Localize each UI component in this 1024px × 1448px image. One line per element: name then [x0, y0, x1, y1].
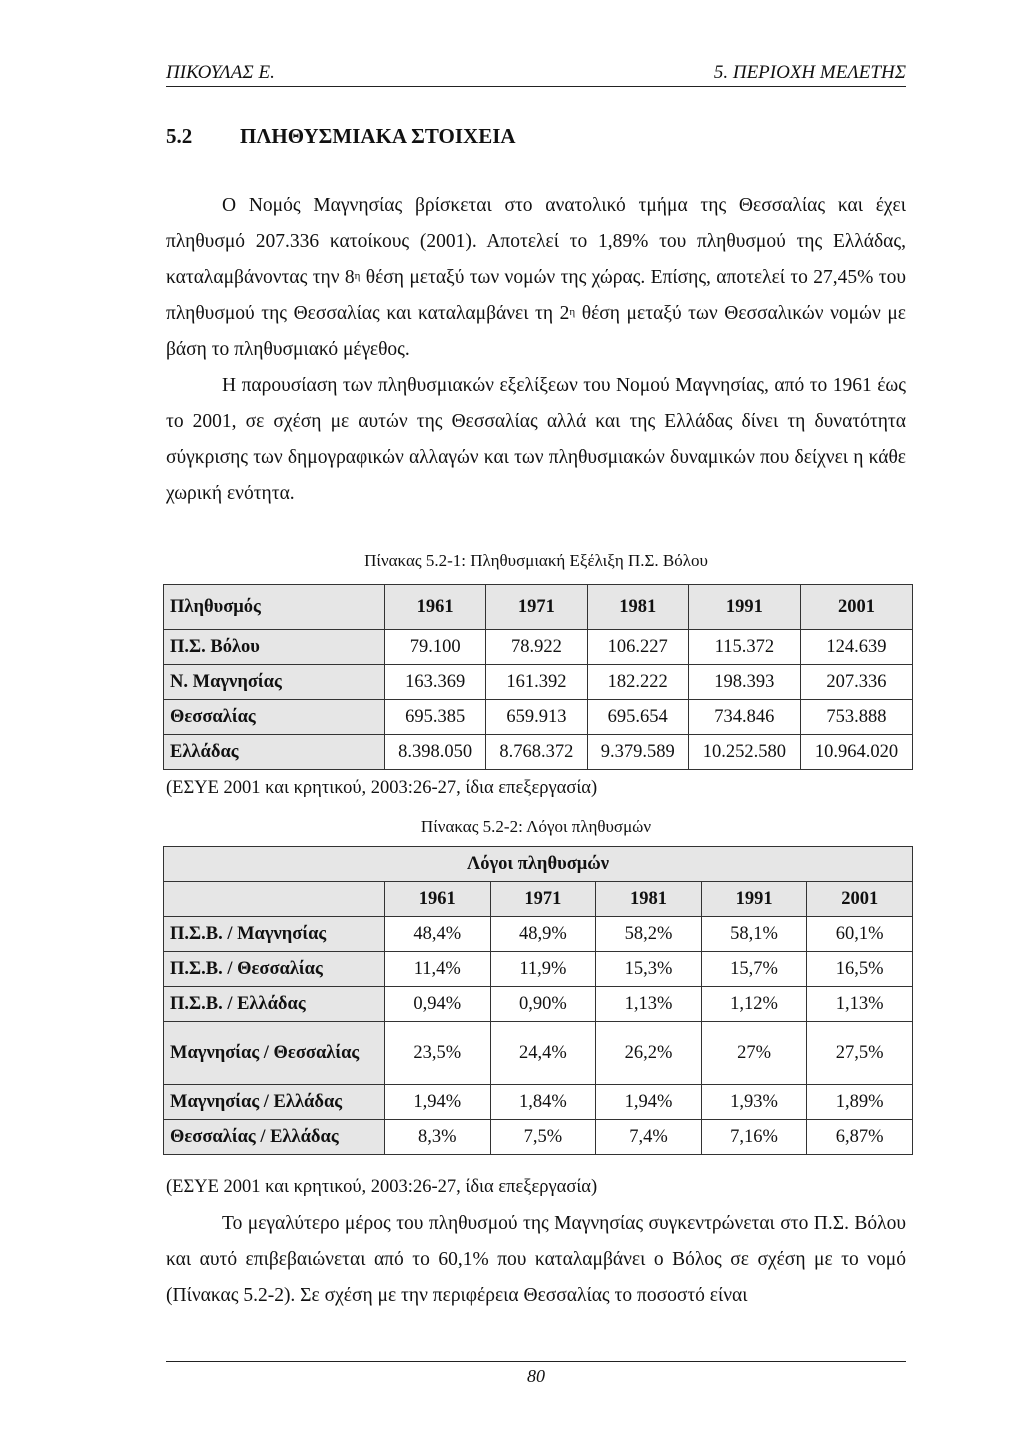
- table2-source: (ΕΣΥΕ 2001 και κρητικού, 2003:26-27, ίδια επεξεργασία): [166, 1177, 598, 1197]
- table-header-cell: 1971: [486, 585, 587, 630]
- table-row: [164, 700, 913, 735]
- table-cell: 9.379.589: [587, 735, 688, 770]
- table-cell: 695.654: [587, 700, 688, 735]
- table-title-cell: Λόγοι πληθυσμών: [164, 847, 913, 882]
- table-cell: 124.639: [800, 630, 912, 665]
- table-cell: 15,7%: [701, 952, 807, 987]
- table-cell: 207.336: [800, 665, 912, 700]
- row-label: Ν. Μαγνησίας: [164, 665, 385, 700]
- table-cell: 182.222: [587, 665, 688, 700]
- row-label: Π.Σ.Β. / Μαγνησίας: [164, 917, 385, 952]
- table-header-cell: 1971: [490, 882, 596, 917]
- header-rule: [166, 86, 906, 87]
- table-cell: 10.964.020: [800, 735, 912, 770]
- table-cell: 198.393: [688, 665, 800, 700]
- table-cell: 8.398.050: [385, 735, 486, 770]
- paragraph-intro-part-b: θέση μεταξύ των νομών της χώρας. Επίσης, αποτελεί το 27,45% του πληθυσμού της Θεσσαλίας και καταλαμβάνει τη 2: [166, 267, 906, 324]
- table-cell: 1,94%: [385, 1085, 491, 1120]
- table-cell: 1,84%: [490, 1085, 596, 1120]
- table-cell: 1,13%: [596, 987, 702, 1022]
- table-row: [164, 1120, 913, 1155]
- table-header-cell: Πληθυσμός: [164, 585, 385, 630]
- row-label: Π.Σ. Βόλου: [164, 630, 385, 665]
- table-cell: 23,5%: [385, 1022, 491, 1085]
- table-row: [164, 987, 913, 1022]
- table-cell: 10.252.580: [688, 735, 800, 770]
- paragraph-intro: [166, 188, 906, 368]
- table1-source: (ΕΣΥΕ 2001 και κρητικού, 2003:26-27, ίδια επεξεργασία): [166, 778, 598, 798]
- ordinal-superscript: η: [569, 306, 576, 318]
- ordinal-superscript: η: [354, 270, 361, 282]
- table-cell: 1,89%: [807, 1085, 913, 1120]
- table-cell: 7,16%: [701, 1120, 807, 1155]
- paragraph-conclusion: Το μεγαλύτερο μέρος του πληθυσμού της Μαγνησίας συγκεντρώνεται στο Π.Σ. Βόλου και αυτό επιβεβαιώνεται από το 60,1% που καταλαμβάνει ο Βόλος σε σχέση με το νομό (Πίνακας 5.2-2). Σε σχέση με την περιφέρεια Θεσσαλίας το ποσοστό είναι: [166, 1213, 906, 1306]
- table-title-row: [164, 847, 913, 882]
- row-label: Μαγνησίας / Ελλάδας: [164, 1085, 385, 1120]
- table-row: [164, 735, 913, 770]
- table-cell: 161.392: [486, 665, 587, 700]
- row-label: Θεσσαλίας / Ελλάδας: [164, 1120, 385, 1155]
- table-cell: 48,4%: [385, 917, 491, 952]
- running-header-chapter: 5. ΠΕΡΙΟΧΗ ΜΕΛΕΤΗΣ: [713, 62, 906, 83]
- table-cell: 0,94%: [385, 987, 491, 1022]
- table-row: [164, 917, 913, 952]
- table-cell: 48,9%: [490, 917, 596, 952]
- page-number: 80: [527, 1366, 545, 1386]
- table-cell: 27,5%: [807, 1022, 913, 1085]
- table-cell: 27%: [701, 1022, 807, 1085]
- table-cell: 78.922: [486, 630, 587, 665]
- table-cell: 11,9%: [490, 952, 596, 987]
- table-cell: 7,5%: [490, 1120, 596, 1155]
- table-cell: 58,2%: [596, 917, 702, 952]
- table-header-cell: 1991: [688, 585, 800, 630]
- table-header-cell: 2001: [800, 585, 912, 630]
- table-header-cell: 1981: [596, 882, 702, 917]
- table-header-cell: 1981: [587, 585, 688, 630]
- table-cell: 695.385: [385, 700, 486, 735]
- table-cell: 1,93%: [701, 1085, 807, 1120]
- table-cell: 15,3%: [596, 952, 702, 987]
- table-cell: 1,13%: [807, 987, 913, 1022]
- table-cell: 58,1%: [701, 917, 807, 952]
- table1-caption: Πίνακας 5.2-1: Πληθυσμιακή Εξέλιξη Π.Σ. Βόλου: [364, 551, 708, 570]
- table-header-cell: 1961: [385, 585, 486, 630]
- population-ratios-table: [163, 846, 913, 1155]
- table-cell: 0,90%: [490, 987, 596, 1022]
- table-cell: 115.372: [688, 630, 800, 665]
- table-header-cell: 1991: [701, 882, 807, 917]
- table2-caption: Πίνακας 5.2-2: Λόγοι πληθυσμών: [420, 817, 652, 836]
- table-header-row: [164, 585, 913, 630]
- table-cell: 79.100: [385, 630, 486, 665]
- section-number: 5.2: [166, 124, 193, 148]
- table-cell: 60,1%: [807, 917, 913, 952]
- row-label: Θεσσαλίας: [164, 700, 385, 735]
- table-header-empty-cell: [164, 882, 385, 917]
- paragraph-presentation: Η παρουσίαση των πληθυσμιακών εξελίξεων του Νομού Μαγνησίας, από το 1961 έως το 2001, σε σχέση με αυτών της Θεσσαλίας αλλά και της Ελλάδας δίνει τη δυνατότητα σύγκρισης των δημογραφικών αλλαγών και των πληθυσμιακών δυναμικών που δείχνει η κάθε χωρική ενότητα.: [166, 375, 906, 504]
- section-heading: [166, 124, 516, 149]
- table-cell: 753.888: [800, 700, 912, 735]
- table-cell: 1,94%: [596, 1085, 702, 1120]
- table-cell: 6,87%: [807, 1120, 913, 1155]
- population-table: [163, 584, 913, 770]
- table-cell: 11,4%: [385, 952, 491, 987]
- table-row: [164, 630, 913, 665]
- table-row: [164, 665, 913, 700]
- row-label: Ελλάδας: [164, 735, 385, 770]
- paragraph-intro-part-c: θέση μεταξύ των Θεσσαλικών νομών με βάση το πληθυσμιακό μέγεθος.: [166, 303, 906, 360]
- table-cell: 16,5%: [807, 952, 913, 987]
- table-row: [164, 952, 913, 987]
- table-header-cell: 2001: [807, 882, 913, 917]
- table-row: [164, 1022, 913, 1085]
- table-cell: 24,4%: [490, 1022, 596, 1085]
- table-cell: 8.768.372: [486, 735, 587, 770]
- running-header-author: ΠΙΚΟΥΛΑΣ Ε.: [166, 62, 275, 83]
- row-label: Π.Σ.Β. / Θεσσαλίας: [164, 952, 385, 987]
- footer-rule: [166, 1361, 906, 1362]
- table-cell: 734.846: [688, 700, 800, 735]
- table-cell: 659.913: [486, 700, 587, 735]
- table-header-row: [164, 882, 913, 917]
- table-cell: 26,2%: [596, 1022, 702, 1085]
- table-cell: 106.227: [587, 630, 688, 665]
- table-row: [164, 1085, 913, 1120]
- row-label: Π.Σ.Β. / Ελλάδας: [164, 987, 385, 1022]
- table-cell: 1,12%: [701, 987, 807, 1022]
- table-cell: 8,3%: [385, 1120, 491, 1155]
- table-header-cell: 1961: [385, 882, 491, 917]
- paragraph-intro-part-a: Ο Νομός Μαγνησίας βρίσκεται στο ανατολικό τμήμα της Θεσσαλίας και έχει πληθυσμό 207.336 κατοίκους (2001). Αποτελεί το 1,89% του πληθυσμού της Ελλάδας, καταλαμβάνοντας την 8: [166, 195, 906, 288]
- table-cell: 163.369: [385, 665, 486, 700]
- section-title-text: ΠΛΗΘΥΣΜΙΑΚΑ ΣΤΟΙΧΕΙΑ: [240, 124, 516, 148]
- table-cell: 7,4%: [596, 1120, 702, 1155]
- row-label: Μαγνησίας / Θεσσαλίας: [164, 1022, 385, 1085]
